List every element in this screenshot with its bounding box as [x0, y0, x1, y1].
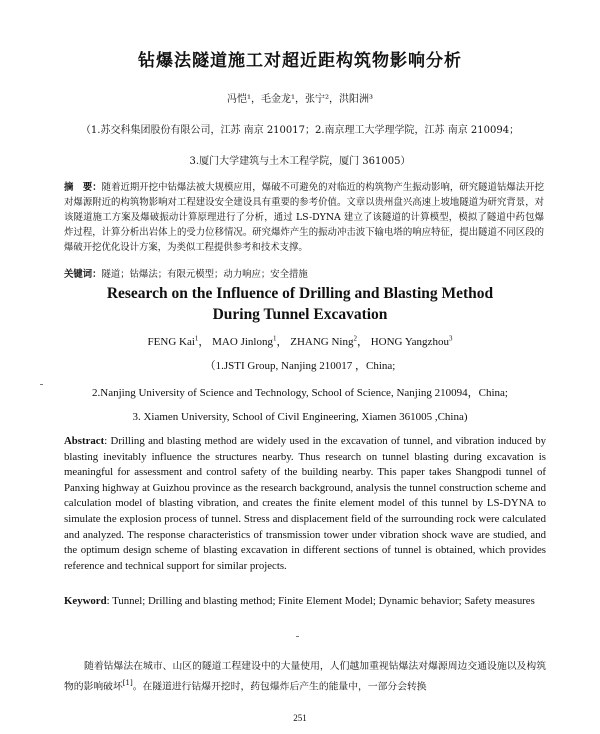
author-affiliation-mark: 2 — [353, 334, 357, 343]
english-authors — [0, 333, 600, 349]
chinese-keywords-label: 关键词： — [64, 269, 102, 280]
english-affiliation-3: 3. Xiamen University, School of Civil Engineering, Xiamen 361005 ,China) — [132, 411, 468, 423]
body-text-end: 。在隧道进行钻爆开挖时，药包爆炸后产生的能量中，一部分会转换 — [132, 681, 427, 693]
chinese-keywords-text: 隧道；钻爆法；有限元模型；动力响应；安全措施 — [101, 269, 308, 280]
english-keywords — [64, 594, 546, 610]
english-affiliation-2: 2.Nanjing University of Science and Technology, School of Science, Nanjing 210094，China; — [92, 387, 508, 399]
author-name: ZHANG Ning — [290, 336, 354, 348]
chinese-abstract — [64, 180, 544, 255]
chinese-authors: 冯恺¹，毛金龙¹，张宁²，洪阳洲³ — [226, 94, 374, 105]
scan-artifact — [296, 636, 299, 637]
english-title: Research on the Influence of Drilling and Blasting Method During Tunnel Excavation — [106, 285, 494, 323]
author-name: FENG Kai — [147, 336, 195, 348]
body-text-start: 随着钻爆法在城市、山区的隧道工程建设中的大量使用，人们越加重视钻爆法对爆源周边交通设施以及构筑物的影响破坏 — [64, 661, 546, 693]
english-keywords-text: : Tunnel; Drilling and blasting method; Finite Element Model; Dynamic behavior; Safety measures — [106, 595, 535, 607]
chinese-abstract-label: 摘 要： — [64, 182, 102, 193]
body-paragraph — [64, 658, 546, 695]
english-affiliation-1: （1.JSTI Group, Nanjing 210017 ，China; — [204, 360, 396, 372]
chinese-affiliation-1: （1.苏交科集团股份有限公司，江苏 南京 210017；2.南京理工大学理学院，江苏 南京 210094； — [80, 125, 520, 136]
chinese-keywords — [64, 266, 544, 280]
author-affiliation-mark: 3 — [448, 334, 453, 343]
english-abstract — [64, 434, 546, 574]
english-abstract-label: Abstract — [64, 435, 105, 447]
author-affiliation-mark: 1 — [272, 334, 277, 343]
page-number: 251 — [293, 713, 307, 723]
chinese-affiliation-2: 3.厦门大学建筑与土木工程学院，厦门 361005） — [189, 156, 411, 167]
english-keywords-label: Keyword — [64, 595, 107, 607]
author-separator: ， — [276, 336, 288, 348]
chinese-title: 钻爆法隧道施工对超近距构筑物影响分析 — [138, 51, 462, 71]
scan-artifact — [40, 384, 43, 385]
english-abstract-text: : Drilling and blasting method are widely used in the excavation of tunnel, and vibration induced by blasting inevitably influence the structures nearby. Thus research on tunnel blasting during excavation is meaningful for assessment and control safety of the building nearby. This paper takes Shangpodi tunnel of Panxing highway at Guizhou province as the research background, analysis the tunnel construction scheme and calculation model of blasting vibration, and creates the finite element model of this tunnel by LS-DYNA to simulate the explosion process of tunnel. Stress and displacement field of the surrounding rock were calculated and analyzed. The response characteristics of transmission tower under vibration shock wave are studied, and the optimum design scheme of blasting excavation in different sections of tunnel is obtained, which provides reference and technical support for similar projects. — [64, 435, 546, 572]
citation-reference[interactable]: [1] — [122, 679, 133, 687]
author-affiliation-mark: 1 — [194, 334, 199, 343]
author-separator: ， — [356, 336, 368, 348]
chinese-abstract-text: 随着近期开挖中钻爆法被大规模应用，爆破不可避免的对临近的构筑物产生振动影响，研究隧道钻爆法开挖对爆源附近的构筑物影响对工程建设安全建设具有重要的参考价值。文章以贵州盘兴高速上坡地隧道为研究背景，对该隧道施工方案及爆破振动计算原理进行了分析，通过 LS-DYNA 建立了该隧道的计算模型，模拟了隧道中药包爆炸过程，计算分析出岩体上的受力位移情况。研究爆炸产生的振动冲击波下输电塔的响应特征，提出隧道不同区段的爆破开挖优化设计方案，为类似工程提供参考和技术支撑。 — [64, 182, 544, 253]
author-name: HONG Yangzhou — [370, 336, 449, 348]
author-name: MAO Jinlong — [212, 336, 273, 348]
author-separator: ， — [198, 336, 210, 348]
